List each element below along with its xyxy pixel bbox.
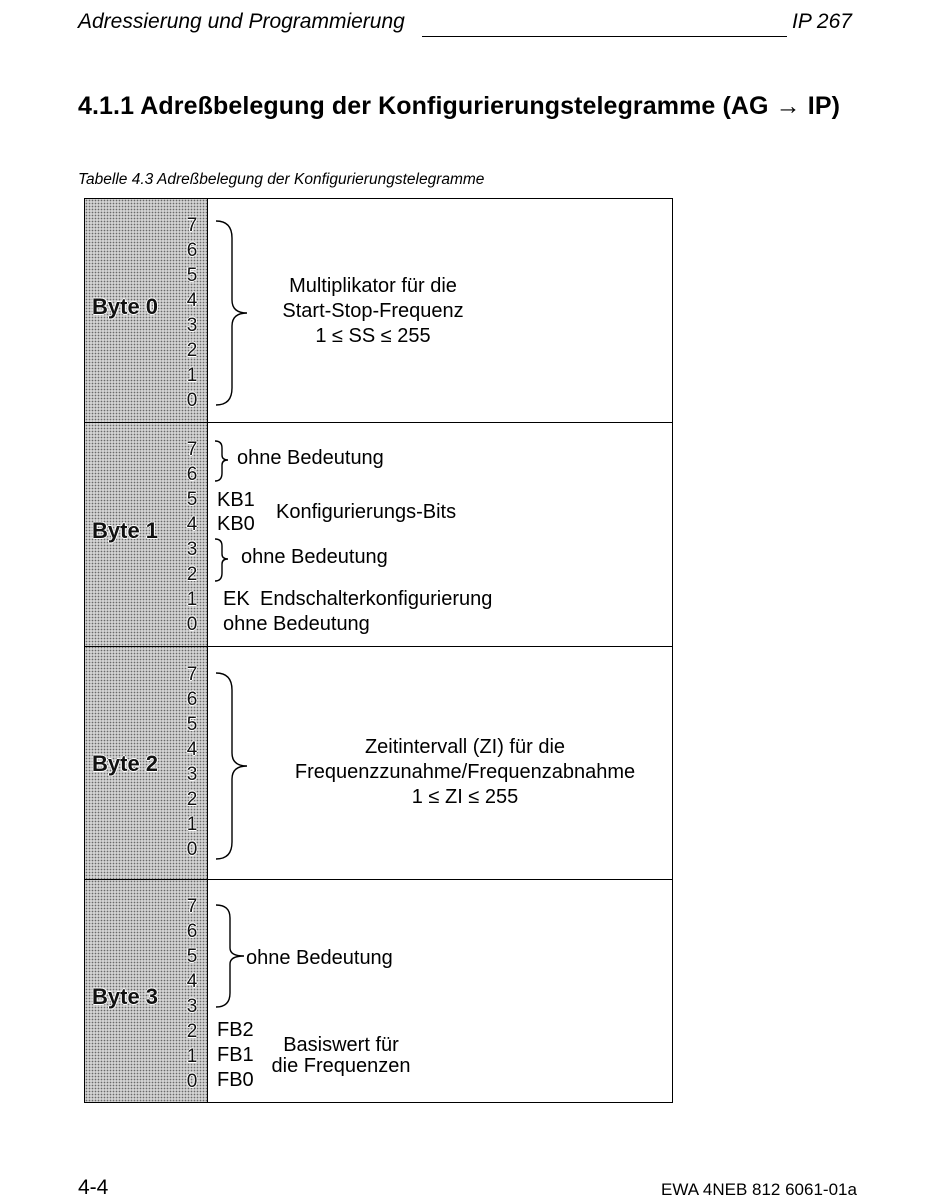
bit-number: 5 (186, 265, 198, 286)
byte-label: Byte 2 (92, 751, 159, 776)
description-line: Konfigurierungs-Bits (276, 501, 457, 523)
description-line: Start-Stop-Frequenz (282, 300, 464, 322)
description-line: 1 ≤ ZI ≤ 255 (411, 786, 519, 808)
bit-number: 6 (186, 464, 198, 485)
bit-number: 2 (186, 789, 198, 810)
brace-icon (214, 220, 250, 406)
bit-number: 4 (186, 739, 198, 760)
bit-number: 1 (186, 814, 198, 835)
bit-number: 3 (186, 996, 198, 1017)
bit-symbol: FB1 (217, 1044, 254, 1066)
description-line: ohne Bedeutung (241, 546, 388, 568)
description-line: Basiswert für (283, 1034, 399, 1056)
running-header-product: IP 267 (792, 10, 852, 33)
bit-number: 7 (186, 215, 198, 236)
bit-number: 6 (186, 240, 198, 261)
bit-number: 7 (186, 439, 198, 460)
bit-number: 5 (186, 489, 198, 510)
bit-number: 2 (186, 340, 198, 361)
bit-number: 5 (186, 946, 198, 967)
brace-icon (214, 904, 250, 1008)
row-divider (84, 646, 673, 647)
brace-icon (214, 440, 230, 482)
bit-number: 3 (186, 539, 198, 560)
description-line: Frequenzzunahme/Frequenzabnahme (294, 761, 636, 783)
header-rule (422, 36, 787, 37)
document-number: EWA 4NEB 812 6061-01a (661, 1180, 857, 1199)
description-line: ohne Bedeutung (237, 447, 384, 469)
bit-symbol: FB0 (217, 1069, 254, 1091)
row-divider (84, 879, 673, 880)
bit-number: 5 (186, 714, 198, 735)
bit-number: 0 (186, 839, 198, 860)
bit-number: 3 (186, 764, 198, 785)
bit-symbol: KB0 (217, 513, 255, 535)
brace-icon (214, 672, 250, 860)
byte-label: Byte 1 (92, 518, 159, 543)
row-divider (84, 422, 673, 423)
bit-number: 1 (186, 365, 198, 386)
column-divider (207, 198, 208, 1103)
bit-number: 0 (186, 1071, 198, 1092)
byte-label: Byte 3 (92, 984, 159, 1009)
section-title: 4.1.1 Adreßbelegung der Konfigurierungstelegramme (AG → IP) (78, 92, 841, 120)
bit-number: 4 (186, 290, 198, 311)
description-line: Endschalterkonfigurierung (260, 588, 493, 610)
bit-number: 2 (186, 564, 198, 585)
description-line: ohne Bedeutung (223, 613, 370, 635)
brace-icon (214, 538, 230, 582)
bit-symbol: KB1 (217, 489, 255, 511)
description-line: 1 ≤ SS ≤ 255 (315, 325, 431, 347)
bit-number: 6 (186, 689, 198, 710)
page-number: 4-4 (78, 1176, 109, 1199)
bit-number: 1 (186, 1046, 198, 1067)
running-header-title: Adressierung und Programmierung (78, 10, 405, 33)
bit-number: 4 (186, 971, 198, 992)
bit-number: 2 (186, 1021, 198, 1042)
byte-label: Byte 0 (92, 294, 159, 319)
bit-number: 7 (186, 664, 198, 685)
bit-symbol: EK (223, 588, 250, 610)
bit-number: 4 (186, 514, 198, 535)
bit-number: 0 (186, 614, 198, 635)
bit-number: 6 (186, 921, 198, 942)
bit-number: 3 (186, 315, 198, 336)
bit-symbol: FB2 (217, 1019, 254, 1041)
description-line: Zeitintervall (ZI) für die (364, 736, 566, 758)
bit-number: 7 (186, 896, 198, 917)
description-line: die Frequenzen (271, 1055, 411, 1077)
description-line: Multiplikator für die (289, 275, 457, 297)
bit-number: 1 (186, 589, 198, 610)
description-line: ohne Bedeutung (246, 947, 393, 969)
table-caption: Tabelle 4.3 Adreßbelegung der Konfigurierungstelegramme (78, 171, 485, 188)
bit-number: 0 (186, 390, 198, 411)
